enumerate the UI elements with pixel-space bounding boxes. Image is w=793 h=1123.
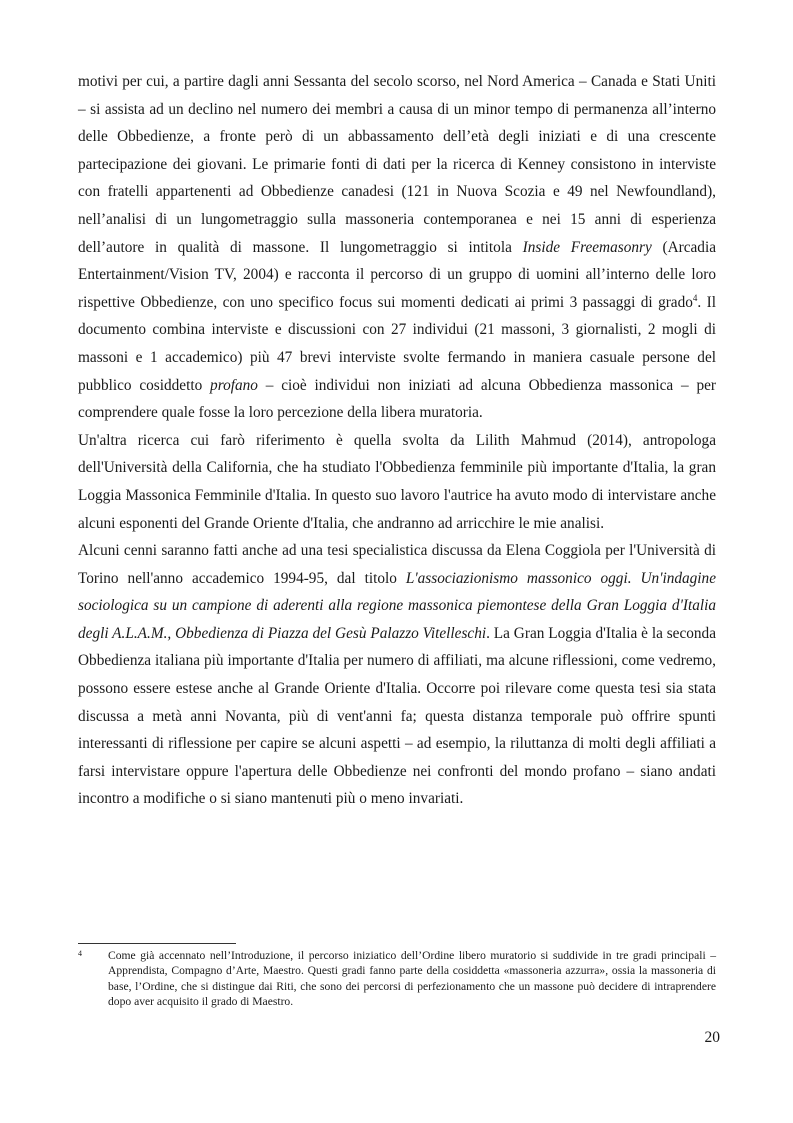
body-paragraph-3 [78, 537, 716, 813]
text-segment: – cioè individui non iniziati ad alcuna Obbedienza massonica – per comprendere quale fosse la loro percezione della libera muratoria. [78, 376, 716, 422]
text-segment: . La Gran Loggia d'Italia è la seconda Obbedienza italiana più importante d'Italia per numero di affiliati, ma alcune riflessioni, come vedremo, possono essere estese anche al Grande Oriente d'Italia. Occorre poi rilevare come questa tesi sia stata discussa a metà anni Novanta, più di vent'anni fa; questa distanza temporale può offrire spunti interessanti di riflessione per capire se alcuni aspetti – ad esempio, la riluttanza di molti degli affiliati a farsi intervistare oppure l'apertura delle Obbedienze nei confronti del mondo profano – siano andati incontro a modifiche o si siano mantenuti più o meno invariati. [78, 624, 716, 808]
text-segment: motivi per cui, a partire dagli anni Sessanta del secolo scorso, nel Nord America – Canada e Stati Uniti – si assista ad un declino nel numero dei membri a causa di un minor tempo di permanenza all’interno delle Obbedienze, a fronte però di un abbassamento dell’età degli iniziati e di una crescente partecipazione dei giovani. Le primarie fonti di dati per la ricerca di Kenney consistono in interviste con fratelli appartenenti ad Obbedienze canadesi (121 in Nuova Scozia e 49 nel Newfoundland), nell’analisi di un lungometraggio sulla massoneria contemporanea e nei 15 anni di esperienza dell’autore in qualità di massone. Il lungometraggio si intitola [78, 73, 716, 256]
footnote-text: Come già accennato nell’Introduzione, il percorso iniziatico dell’Ordine libero muratorio si suddivide in tre gradi principali – Apprendista, Compagno d’Arte, Maestro. Questi gradi fanno parte della cosiddetta «massoneria azzurra», ossia la massoneria di base, l’Ordine, che si distingue dai Riti, che sono dei percorsi di perfezionamento che un massone può decidere di intraprendere dopo aver acquisito il grado di Maestro. [108, 949, 716, 1009]
term-profano: profano [210, 376, 258, 394]
page-body [78, 68, 716, 813]
text-segment: (Arcadia Entertainment/Vision TV, 2004) e racconta il percorso di un gruppo di uomini all’interno delle loro rispettive Obbedienze, con uno specifico focus sui momenti dedicati ai primi 3 passaggi di grado [78, 238, 716, 311]
footnote-reference-4[interactable]: 4 [692, 292, 698, 303]
text-segment: Alcuni cenni saranno fatti anche ad una tesi specialistica discussa da Elena Coggiola per l'Università di Torino nell'anno accademico 1994-95, dal titolo [78, 542, 716, 587]
thesis-title: L'associazionismo massonico oggi. Un'indagine sociologica su un campione di aderenti alla regione massonica piemontese della Gran Loggia d'Italia degli A.L.A.M., Obbedienza di Piazza del Gesù Palazzo Vitelleschi [78, 569, 716, 642]
footnote-4 [78, 948, 716, 1010]
film-title-inside-freemasonry: Inside Freemasonry [522, 238, 652, 256]
text-segment: Un'altra ricerca cui farò riferimento è quella svolta da Lilith Mahmud (2014), antropologa dell'Università della California, che ha studiato l'Obbedienza femminile più importante d'Italia, la gran Loggia Massonica Femminile d'Italia. In questo suo lavoro l'autrice ha avuto modo di intervistare anche alcuni esponenti del Grande Oriente d'Italia, che andranno ad arricchire le mie analisi. [78, 431, 716, 532]
footnote-separator [78, 943, 236, 944]
footnote-mark: 4 [78, 949, 82, 958]
page-number: 20 [704, 1029, 720, 1046]
body-paragraph-2 [78, 427, 716, 537]
text-segment: . Il documento combina interviste e discussioni con 27 individui (21 massoni, 3 giornalisti, 2 mogli di massoni e 1 accademico) più 47 brevi interviste svolte fermando in maniera casuale persone del pubblico cosiddetto [78, 293, 716, 394]
body-paragraph-1 [78, 68, 716, 427]
